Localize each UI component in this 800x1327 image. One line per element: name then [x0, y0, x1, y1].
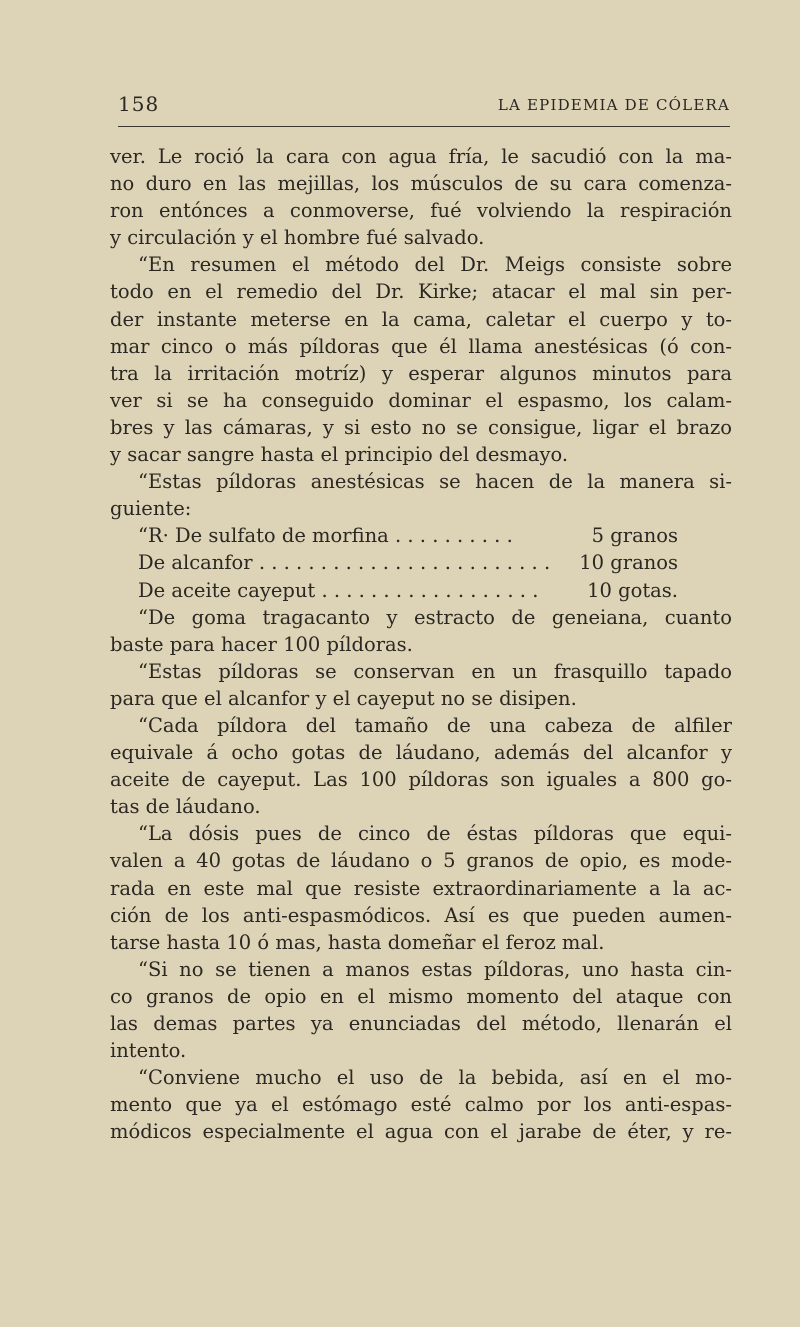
text-line: módicos especialmente el agua con el jarabe de éter, y re- [110, 1120, 732, 1144]
recipe-line [110, 549, 678, 576]
text-line: “Conviene mucho el uso de la bebida, así en el mo- [138, 1066, 732, 1090]
text-line: ción de los anti-espasmódicos. Así es que pueden aumen- [110, 903, 732, 927]
recipe-quantity: 5 granos [591, 524, 678, 548]
text-line: no duro en las mejillas, los músculos de su cara comenza- [110, 172, 732, 196]
recipe-quantity: 10 granos [579, 551, 678, 575]
recipe-item: “R· De sulfato de morfina . . . . . . . . . . [138, 524, 513, 548]
body-text [110, 143, 732, 1145]
recipe-item: De aceite cayeput . . . . . . . . . . . . . . . . . . [138, 578, 539, 602]
text-line: valen a 40 gotas de láudano o 5 granos de opio, es mode- [110, 849, 732, 873]
text-line: ver. Le roció la cara con agua fría, le sacudió con la ma- [110, 145, 732, 168]
recipe-quantity: 10 gotas. [587, 578, 678, 602]
text-line: tas de láudano. [110, 795, 261, 819]
text-line: “En resumen el método del Dr. Meigs consiste sobre [138, 253, 732, 277]
text-line: “La dósis pues de cinco de éstas píldoras que equi- [138, 822, 732, 846]
page-header [118, 92, 730, 122]
text-line: “Estas píldoras se conservan en un frasquillo tapado [138, 659, 732, 683]
recipe-item: De alcanfor . . . . . . . . . . . . . . . . . . . . . . . . [138, 551, 551, 575]
text-line: der instante meterse en la cama, caletar el cuerpo y to- [110, 307, 732, 331]
text-line: “Si no se tienen a manos estas píldoras, uno hasta cin- [138, 957, 732, 981]
page-number: 158 [118, 92, 160, 116]
text-line: ver si se ha conseguido dominar el espasmo, los calam- [110, 388, 732, 412]
text-line: mar cinco o más píldoras que él llama anestésicas (ó con- [110, 334, 732, 358]
text-line: “Estas píldoras anestésicas se hacen de la manera si- [138, 470, 732, 494]
header-rule [118, 126, 730, 127]
text-line: mento que ya el estómago esté calmo por los anti-espas- [110, 1093, 732, 1117]
text-line: baste para hacer 100 píldoras. [110, 632, 413, 656]
text-line: guiente: [110, 497, 192, 521]
text-line: las demas partes ya enunciadas del método, llenarán el [110, 1012, 732, 1035]
text-line: y circulación y el hombre fué salvado. [110, 226, 485, 250]
text-line: “De goma tragacanto y estracto de geneiana, cuanto [138, 605, 732, 629]
text-line: “Cada píldora del tamaño de una cabeza de alfiler [138, 713, 732, 737]
text-line: intento. [110, 1039, 187, 1063]
text-line: para que el alcanfor y el cayeput no se disipen. [110, 686, 577, 710]
running-title: LA EPIDEMIA DE CÓLERA [497, 96, 730, 114]
text-line: y sacar sangre hasta el principio del desmayo. [110, 443, 569, 467]
text-line: co granos de opio en el mismo momento del ataque con [110, 984, 732, 1008]
text-line: ron entónces a conmoverse, fué volviendo la respiración [110, 199, 732, 223]
text-line: aceite de cayeput. Las 100 píldoras son iguales a 800 go- [110, 768, 732, 792]
text-line: tarse hasta 10 ó mas, hasta domeñar el feroz mal. [110, 930, 605, 954]
text-line: bres y las cámaras, y si esto no se consigue, ligar el brazo [110, 415, 732, 439]
text-line: equivale á ocho gotas de láudano, además del alcanfor y [110, 741, 732, 765]
recipe-line [110, 522, 678, 549]
recipe-line [110, 577, 678, 604]
text-line: rada en este mal que resiste extraordinariamente a la ac- [110, 876, 732, 900]
text-line: tra la irritación motríz) y esperar algunos minutos para [110, 361, 732, 385]
text-line: todo en el remedio del Dr. Kirke; atacar el mal sin per- [110, 280, 732, 304]
